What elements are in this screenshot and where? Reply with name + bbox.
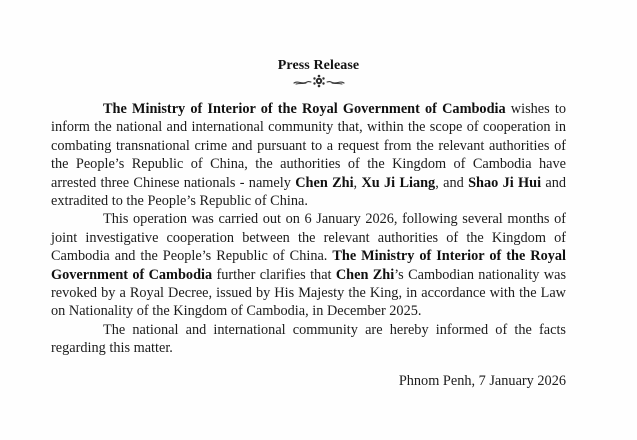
ministry-name: The Ministry of Interior of the Royal Government of Cambodia (51, 248, 567, 283)
press-release-body (51, 100, 566, 358)
paragraph-text: ’s Cambodian nationality was revoked by a Royal Decree, issued by His Majesty the King, in accordance with the Law on Nationality of the Kingdom of Cambodia, in December 2025. (51, 266, 567, 320)
document-title: Press Release (277, 58, 360, 73)
paragraph-announcement (51, 100, 566, 210)
person-name: Chen Zhi (295, 174, 354, 191)
paragraph-text: further clarifies that (212, 266, 336, 283)
paragraph-text: The national and international community are hereby informed of the facts regarding this matter. (51, 321, 566, 357)
ministry-name: The Ministry of Interior of the Royal Government of Cambodia (103, 101, 506, 117)
paragraph-text: wishes to inform the national and international community that, within the scope of cooperation in combating transnational crime and pursuant to a request from the relevant authorities of the People’s Republic of China, the authorities of the Kingdom of Cambodia have arrested three Chinese nationals - namely (51, 101, 566, 191)
paragraph-operation-details (51, 210, 566, 320)
person-name: Chen Zhi (335, 266, 395, 283)
person-name: Xu Ji Liang (361, 174, 436, 191)
person-name: Shao Ji Hui (468, 174, 542, 191)
paragraph-text: and extradited to the People’s Republic of China. (51, 174, 566, 210)
paragraph-closing (51, 321, 566, 358)
place-and-date: Phnom Penh, 7 January 2026 (398, 373, 566, 389)
paragraph-text: , (353, 174, 362, 191)
floral-ornament-icon (288, 74, 350, 88)
paragraph-text: , and (435, 174, 469, 191)
paragraph-text: This operation was carried out on 6 January 2026, following several months of joint investigative cooperation between the relevant authorities of the Kingdom of Cambodia and the People’s Republic of China. (51, 211, 566, 265)
